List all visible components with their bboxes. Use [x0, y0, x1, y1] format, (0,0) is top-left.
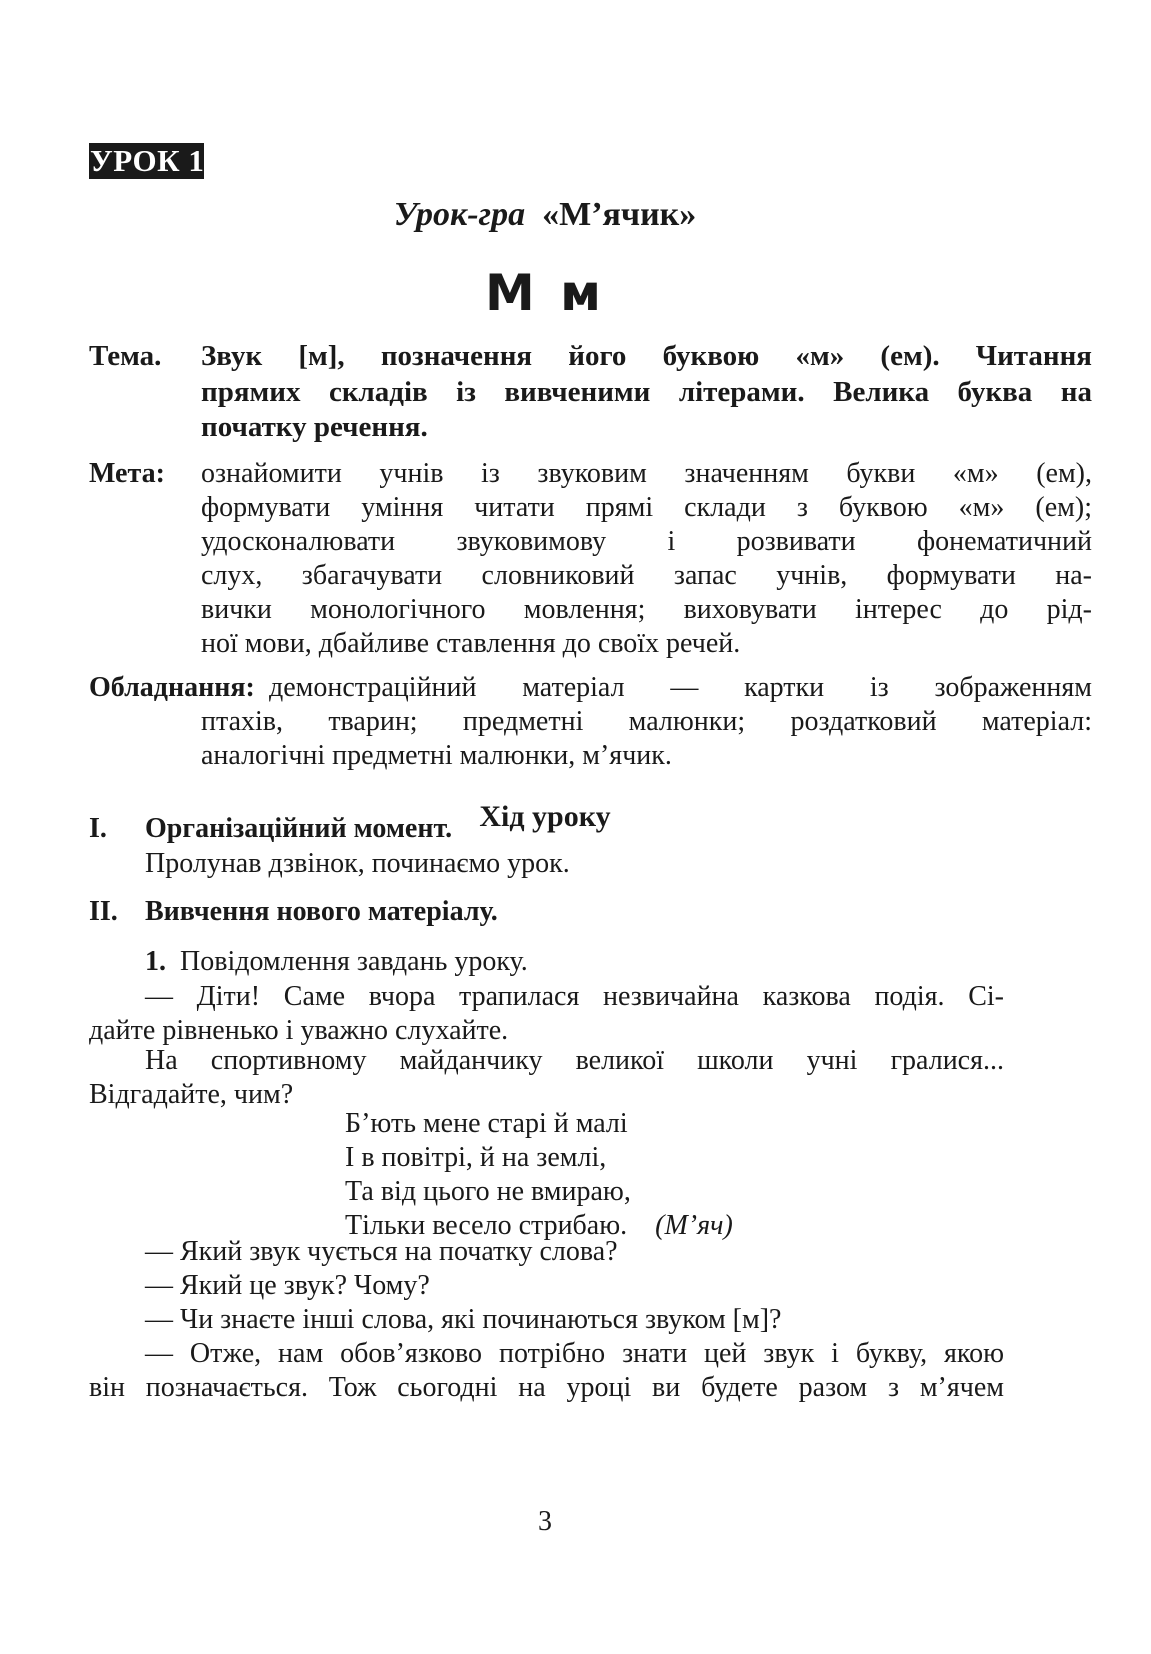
paragraph-line: Відгадайте, чим?: [89, 1079, 294, 1110]
poem-line: Та від цього не вмираю,: [345, 1176, 631, 1207]
paragraph-line: — Діти! Саме вчора трапилася незвичайна казкова подія. Сі-: [145, 981, 1004, 1012]
paragraph-line: дайте рівненько і уважно слухайте.: [89, 1015, 509, 1046]
section-heading: [89, 813, 452, 845]
paragraph: [89, 980, 1004, 1048]
section-heading: [89, 896, 498, 928]
theme-line: початку речення.: [201, 411, 428, 443]
course-title: Хід уроку: [479, 800, 611, 833]
lesson-title: [0, 196, 1090, 234]
goal-line: ної мови, дбайливе ставлення до своїх речей.: [201, 628, 741, 659]
goal-label: Мета:: [89, 458, 165, 489]
goal-block: [89, 457, 1092, 661]
paragraph-line: — Отже, нам обов’язково потрібно знати цей звук і букву, якою: [145, 1338, 1004, 1369]
section-text: Пролунав дзвінок, починаємо урок.: [145, 848, 570, 879]
question-line: — Який це звук? Чому?: [145, 1270, 430, 1301]
poem-line: І в повітрі, й на землі,: [345, 1142, 607, 1173]
equipment-label: Обладнання:: [89, 672, 255, 703]
goal-line: слух, збагачувати словниковий запас учнів, формувати на-: [201, 560, 1092, 591]
item-heading: [145, 946, 528, 978]
letter-heading: М м: [484, 264, 606, 322]
section-number: I.: [89, 813, 107, 844]
page-number: 3: [538, 1506, 552, 1537]
goal-line: вички монологічного мовлення; виховувати інтерес до рід-: [201, 594, 1092, 625]
question-line: — Який звук чується на початку слова?: [145, 1236, 618, 1267]
goal-line: удосконалювати звуковимову і розвивати фонематичний: [201, 526, 1092, 557]
riddle-answer: (М’яч): [655, 1210, 733, 1241]
lesson-label: УРОК 1: [90, 143, 204, 178]
item-text: Повідомлення завдань уроку.: [180, 946, 528, 977]
paragraph: [89, 1337, 1004, 1405]
goal-line: формувати уміння читати прямі склади з буквою «м» (ем);: [201, 492, 1092, 523]
goal-line: ознайомити учнів із звуковим значенням букви «м» (ем),: [201, 458, 1092, 489]
equipment-line: демонстраційний матеріал — картки із зображенням: [269, 672, 1092, 703]
lesson-title-prefix: Урок-гра: [393, 196, 526, 233]
section-number: II.: [89, 896, 118, 927]
equipment-line: птахів, тварин; предметні малюнки; роздатковий матеріал:: [201, 706, 1092, 737]
poem-line: Тільки весело стрибаю.: [345, 1210, 628, 1241]
lesson-title-name: «М’ячик»: [542, 196, 697, 233]
paragraph: [89, 1044, 1004, 1112]
paragraph-line: він позначається. Тож сьогодні на уроці ви будете разом з м’ячем: [89, 1372, 1004, 1403]
section-title: Вивчення нового матеріалу.: [145, 896, 498, 927]
riddle-poem: [345, 1107, 733, 1243]
theme-line: прямих складів із вивченими літерами. Велика буква на: [201, 376, 1092, 408]
item-number: 1.: [145, 946, 166, 977]
theme-line: Звук [м], позначення його буквою «м» (ем). Читання: [201, 340, 1092, 372]
theme-block: [89, 339, 1092, 445]
poem-line: Б’ють мене старі й малі: [345, 1108, 628, 1139]
question-list: [145, 1235, 1004, 1337]
equipment-line: аналогічні предметні малюнки, м’ячик.: [201, 740, 672, 771]
paragraph-line: На спортивному майданчику великої школи учні гралися...: [145, 1045, 1004, 1076]
question-line: — Чи знаєте інші слова, які починаються звуком [м]?: [145, 1304, 782, 1335]
section-title: Організаційний момент.: [145, 813, 453, 844]
equipment-block: [89, 671, 1092, 773]
theme-label: Тема.: [89, 340, 162, 372]
